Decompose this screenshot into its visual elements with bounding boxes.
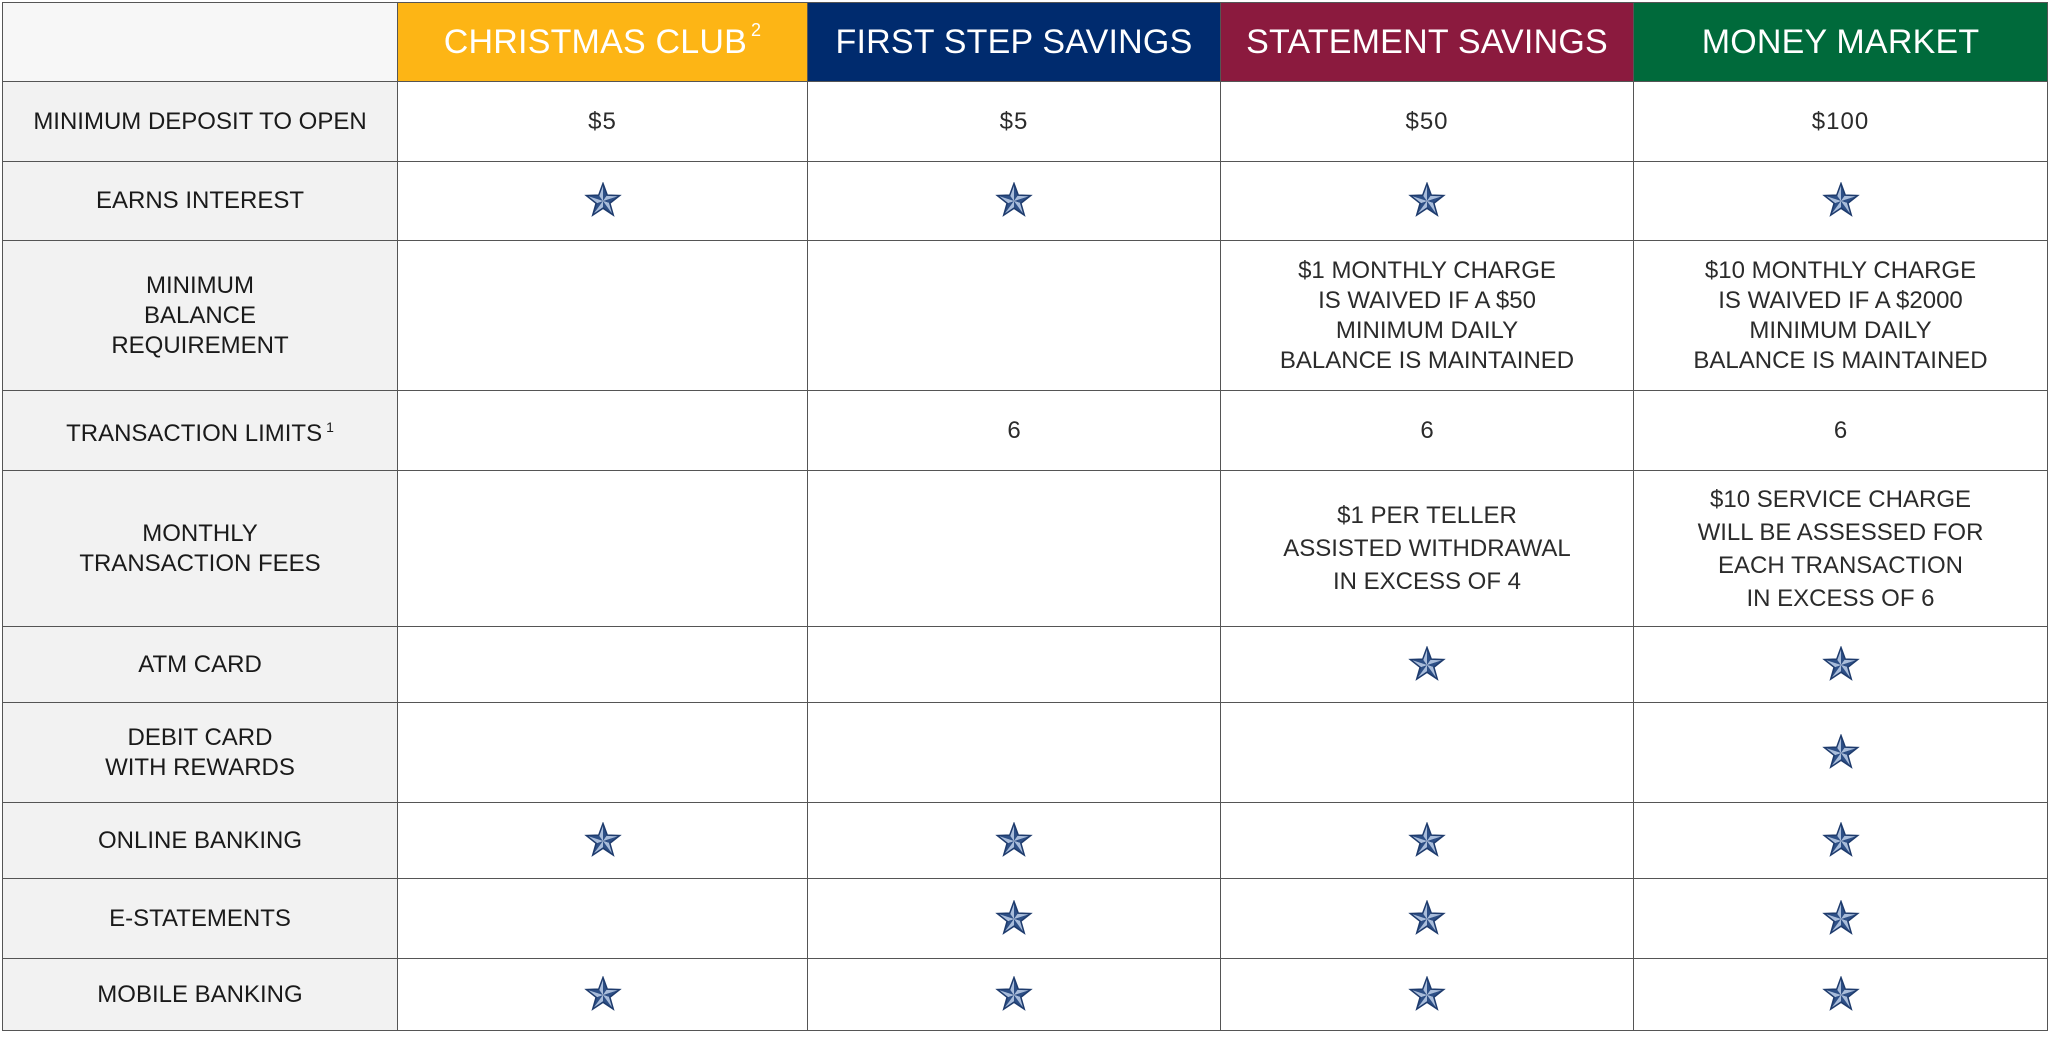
star-icon: [995, 900, 1033, 938]
table-cell: [1634, 162, 2048, 241]
column-header-money-market: [1634, 3, 2048, 82]
table-cell: [1221, 82, 1634, 162]
star-icon: [1408, 822, 1446, 860]
table-cell: [1221, 879, 1634, 959]
row-label-cell: [3, 803, 398, 879]
table-cell: [808, 879, 1221, 959]
table-cell: [1221, 391, 1634, 471]
table-cell: [398, 241, 808, 391]
column-header-statement-savings: [1221, 3, 1634, 82]
table-cell: [398, 703, 808, 803]
cell-text: $10 MONTHLY CHARGE IS WAIVED IF A $2000 MINIMUM DAILY BALANCE IS MAINTAINED: [1693, 256, 1988, 374]
star-icon: [584, 976, 622, 1014]
row-label: MINIMUM BALANCE REQUIREMENT: [111, 271, 289, 359]
table-row: [3, 241, 2048, 391]
table-cell: [398, 959, 808, 1031]
table-row: [3, 162, 2048, 241]
star-icon: [1822, 900, 1860, 938]
table-row: [3, 471, 2048, 627]
star-icon: [1822, 734, 1860, 772]
table-cell: [1634, 703, 2048, 803]
star-icon: [1822, 182, 1860, 220]
star-icon: [995, 976, 1033, 1014]
account-comparison-table: [2, 2, 2048, 1031]
table-cell: [1221, 471, 1634, 627]
table-cell: [808, 627, 1221, 703]
row-label-cell: [3, 471, 398, 627]
table-cell: [398, 162, 808, 241]
star-icon: [1408, 646, 1446, 684]
cell-text: $1 PER TELLER ASSISTED WITHDRAWAL IN EXCESS OF 4: [1283, 502, 1571, 595]
table-cell: [1634, 82, 2048, 162]
table-cell: [1221, 162, 1634, 241]
cell-text: $5: [588, 107, 617, 135]
row-label-cell: [3, 959, 398, 1031]
table-cell: [808, 82, 1221, 162]
row-label-cell: [3, 82, 398, 162]
star-icon: [1408, 900, 1446, 938]
table-cell: [1634, 391, 2048, 471]
row-label-cell: [3, 703, 398, 803]
table-cell: [1634, 959, 2048, 1031]
cell-text: 6: [1007, 416, 1021, 444]
row-label: MOBILE BANKING: [97, 980, 303, 1008]
footnote-marker: 1: [326, 419, 334, 435]
table-row: [3, 627, 2048, 703]
table-cell: [398, 391, 808, 471]
footnote-marker: 2: [750, 20, 762, 41]
cell-text: $50: [1405, 107, 1449, 135]
star-icon: [1408, 976, 1446, 1014]
table-cell: [1221, 959, 1634, 1031]
row-label: DEBIT CARD WITH REWARDS: [105, 723, 295, 781]
table-cell: [1634, 627, 2048, 703]
table-row: [3, 391, 2048, 471]
star-icon: [584, 822, 622, 860]
row-label: TRANSACTION LIMITS: [66, 420, 323, 447]
cell-text: 6: [1420, 416, 1434, 444]
header-row: [3, 3, 2048, 82]
row-label-cell: [3, 627, 398, 703]
star-icon: [1822, 822, 1860, 860]
row-label: EARNS INTEREST: [95, 187, 305, 214]
row-label-cell: [3, 241, 398, 391]
table-cell: [1221, 803, 1634, 879]
star-icon: [995, 822, 1033, 860]
table-cell: [398, 627, 808, 703]
table-row: [3, 703, 2048, 803]
table-cell: [1634, 471, 2048, 627]
cell-text: $1 MONTHLY CHARGE IS WAIVED IF A $50 MINIMUM DAILY BALANCE IS MAINTAINED: [1279, 256, 1575, 374]
cell-text: $5: [999, 107, 1029, 135]
column-header-label: FIRST STEP SAVINGS: [835, 22, 1193, 61]
column-header-christmas-club: [398, 3, 808, 82]
row-label: MINIMUM DEPOSIT TO OPEN: [33, 107, 367, 135]
table-row: [3, 82, 2048, 162]
table-cell: [1634, 879, 2048, 959]
table-cell: [808, 959, 1221, 1031]
table-cell: [1221, 703, 1634, 803]
table-cell: [1221, 627, 1634, 703]
table-cell: [808, 803, 1221, 879]
column-header-label: MONEY MARKET: [1701, 22, 1980, 61]
table-cell: [398, 471, 808, 627]
cell-text: 6: [1833, 416, 1848, 444]
column-header-first-step-savings: [808, 3, 1221, 82]
table-cell: [1634, 803, 2048, 879]
column-header-label: STATEMENT SAVINGS: [1246, 22, 1608, 61]
table-cell: [808, 391, 1221, 471]
row-label-cell: [3, 391, 398, 471]
star-icon: [1822, 976, 1860, 1014]
table-row: [3, 803, 2048, 879]
table-cell: [808, 471, 1221, 627]
star-icon: [1408, 182, 1446, 220]
table-cell: [808, 162, 1221, 241]
table-row: [3, 959, 2048, 1031]
row-label-cell: [3, 162, 398, 241]
row-label: ONLINE BANKING: [97, 826, 303, 854]
table-body: [3, 82, 2048, 1031]
row-label: MONTHLY TRANSACTION FEES: [79, 519, 321, 577]
table-cell: [398, 82, 808, 162]
row-label: E-STATEMENTS: [109, 904, 291, 932]
cell-text: $100: [1811, 107, 1870, 135]
star-icon: [584, 182, 622, 220]
star-icon: [995, 182, 1033, 220]
table-cell: [1634, 241, 2048, 391]
star-icon: [1822, 646, 1860, 684]
table-row: [3, 879, 2048, 959]
table-cell: [398, 879, 808, 959]
corner-cell: [3, 3, 398, 82]
table-cell: [808, 241, 1221, 391]
table-cell: [1221, 241, 1634, 391]
cell-text: $10 SERVICE CHARGE WILL BE ASSESSED FOR EACH TRANSACTION IN EXCESS OF 6: [1697, 485, 1984, 612]
table-cell: [398, 803, 808, 879]
row-label: ATM CARD: [138, 650, 262, 678]
column-header-label: CHRISTMAS CLUB: [443, 22, 747, 61]
row-label-cell: [3, 879, 398, 959]
table-cell: [808, 703, 1221, 803]
